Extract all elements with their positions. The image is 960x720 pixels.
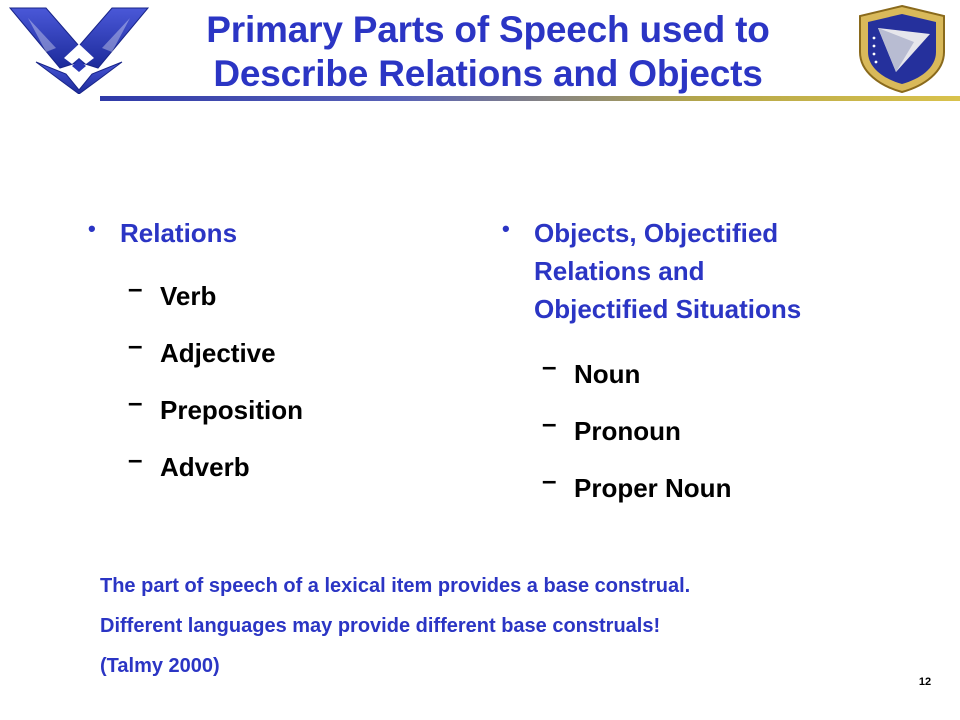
air-force-wings-icon: [6, 2, 152, 94]
bullet-icon: •: [502, 216, 510, 241]
relations-list: [88, 268, 448, 496]
objects-list: [502, 346, 902, 517]
list-item: [128, 439, 448, 496]
list-item-label: Preposition: [160, 395, 304, 425]
dash-icon: –: [542, 465, 557, 495]
page-number: 12: [918, 676, 932, 688]
header-divider: [100, 96, 960, 101]
footnote-line-1: The part of speech of a lexical item provides a base construal.: [100, 575, 691, 597]
dash-icon: –: [128, 444, 143, 474]
list-item: [542, 403, 902, 460]
dash-icon: –: [542, 351, 557, 381]
list-item-label: Noun: [574, 359, 641, 389]
title-line-1: Primary Parts of Speech used to: [206, 9, 770, 50]
list-item-label: Proper Noun: [574, 473, 732, 503]
list-item: [128, 382, 448, 439]
relations-heading: [88, 214, 448, 252]
objects-heading-line-2: Relations and: [534, 256, 705, 286]
objects-heading-line-3: Objectified Situations: [534, 294, 802, 324]
footnote-line-3: (Talmy 2000): [100, 655, 220, 677]
objects-column: [502, 214, 902, 517]
bullet-icon: •: [88, 216, 96, 241]
relations-heading-text: Relations: [120, 218, 238, 248]
list-item-label: Verb: [160, 281, 217, 311]
title-line-2: Describe Relations and Objects: [213, 53, 763, 94]
footnote-line-2: Different languages may provide different base construals!: [100, 615, 661, 637]
page-title: [150, 8, 826, 96]
list-item-label: Pronoun: [574, 416, 681, 446]
afrl-shield-icon: [852, 2, 952, 94]
dash-icon: –: [542, 408, 557, 438]
relations-column: [88, 214, 448, 496]
list-item: [128, 268, 448, 325]
list-item-label: Adverb: [160, 452, 250, 482]
list-item-label: Adjective: [160, 338, 276, 368]
dash-icon: –: [128, 387, 143, 417]
list-item: [542, 460, 902, 517]
dash-icon: –: [128, 330, 143, 360]
objects-heading-line-1: Objects, Objectified: [534, 218, 779, 248]
list-item: [542, 346, 902, 403]
objects-heading: [502, 214, 902, 328]
dash-icon: –: [128, 273, 143, 303]
list-item: [128, 325, 448, 382]
footnote: [100, 566, 920, 686]
